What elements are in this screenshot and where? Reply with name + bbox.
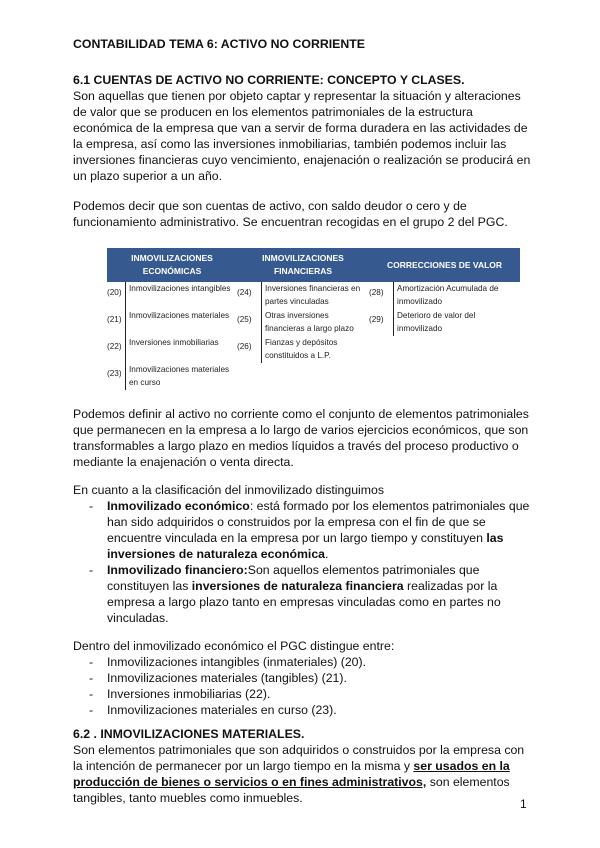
table-row [107, 309, 237, 336]
pgc-list [73, 654, 535, 718]
cell: Inversiones financieras en partes vinculadas [261, 282, 369, 309]
document-body [73, 36, 535, 806]
code: (23) [107, 369, 122, 378]
list-item [73, 562, 535, 626]
economicas-column [107, 282, 237, 390]
header-economicas: INMOVILIZACIONES ECONÓMICAS [131, 253, 213, 276]
cell: Inversiones inmobiliarias [125, 336, 237, 363]
term: Inmovilizado financiero: [107, 563, 248, 577]
section-heading-6-2: 6.2 . INMOVILIZACIONES MATERIALES. [73, 727, 305, 741]
table-row [107, 282, 237, 309]
table-row [107, 363, 237, 390]
table-row [237, 309, 369, 336]
page-number: 1 [520, 797, 527, 811]
emphasis: ser usados en la producción de bienes o servicios o en fines administrativos, [73, 759, 510, 789]
list-item [73, 498, 535, 562]
list-item: - Inmovilizaciones intangibles (inmateriales) (20). [73, 654, 535, 670]
table-header [107, 248, 520, 282]
term: Inmovilizado económico [107, 499, 250, 513]
text: : está formado por los elementos patrimoniales que han sido adquiridos o construidos por la empresa con el fin de que se encuentre vinculada en la empresa por un largo tiempo y constituyen [107, 499, 530, 545]
code: (28) [369, 288, 384, 297]
table-row [107, 336, 237, 363]
code: (20) [107, 288, 122, 297]
classification-list [73, 498, 535, 626]
text: . [325, 547, 329, 561]
cell: Inmovilizaciones materiales en curso [125, 363, 237, 390]
cell: Fianzas y depósitos constituidos a L.P. [261, 336, 369, 363]
document-title: CONTABILIDAD TEMA 6: ACTIVO NO CORRIENTE [73, 37, 365, 51]
paragraph [73, 742, 535, 806]
code: (24) [237, 288, 252, 297]
header-correcciones: CORRECCIONES DE VALOR [386, 259, 503, 270]
cell: Inmovilizaciones intangibles [125, 282, 237, 309]
code: (21) [107, 315, 122, 324]
paragraph: En cuanto a la clasificación del inmovilizado distinguimos [73, 483, 385, 497]
code: (29) [369, 315, 384, 324]
list-item: - Inmovilizaciones materiales (tangibles) (21). [73, 670, 535, 686]
table-row [237, 282, 369, 309]
code: (26) [237, 342, 252, 351]
cell: Otras inversiones financieras a largo plazo [261, 309, 369, 336]
text: Son aquellos elementos patrimoniales que constituyen las [107, 563, 480, 593]
paragraph: Son aquellas que tienen por objeto captar y representar la situación y alteraciones de valor que se producen en los elementos patrimoniales de la estructura económica de la empresa que van a servir de forma duradera en las actividades de la empresa, así como las inversiones inmobiliarias, también podemos incluir las inversiones financieras cuyo vencimiento, enajenación o realización se producirá en un plazo superior a un año. [73, 89, 531, 183]
text: realizadas por la empresa a largo plazo tanto en empresas vinculadas como en partes no vinculadas. [107, 579, 501, 625]
table-body [107, 282, 520, 390]
table-row [369, 282, 520, 309]
financieras-column [237, 282, 369, 363]
paragraph: Dentro del inmovilizado económico el PGC distingue entre: [73, 639, 395, 653]
code: (22) [107, 342, 122, 351]
header-financieras: INMOVILIZACIONES FINANCIERAS [262, 253, 344, 276]
correcciones-column [369, 282, 520, 336]
paragraph: Podemos definir al activo no corriente como el conjunto de elementos patrimoniales que permanecen en la empresa a lo largo de varios ejercicios económicos, que son transformables a largo plazo en medios líquidos a través del proceso productivo o mediante la enajenación o venta directa. [73, 407, 529, 469]
paragraph: Podemos decir que son cuentas de activo, con saldo deudor o cero y de funcionamiento administrativo. Se encuentran recogidas en el grupo 2 del PGC. [73, 199, 508, 229]
list-item: - Inmovilizaciones materiales en curso (23). [73, 702, 535, 718]
emphasis: las inversiones de naturaleza económica [107, 531, 504, 561]
list-item: - Inversiones inmobiliarias (22). [73, 686, 535, 702]
table-row [369, 309, 520, 336]
code: (25) [237, 315, 252, 324]
accounts-table [107, 248, 520, 390]
cell: Deterioro de valor del inmovilizado [393, 309, 520, 336]
table-row [237, 336, 369, 363]
emphasis: inversiones de naturaleza financiera [191, 579, 404, 593]
cell: Amortización Acumulada de inmovilizado [393, 282, 520, 309]
text: son elementos tangibles, tanto muebles como inmuebles. [73, 775, 510, 805]
cell: Inmovilizaciones materiales [125, 309, 237, 336]
section-heading-6-1: 6.1 CUENTAS DE ACTIVO NO CORRIENTE: CONCEPTO Y CLASES. [73, 73, 465, 87]
text: Son elementos patrimoniales que son adquiridos o construidos por la empresa con la intención de permanecer por un largo tiempo en la misma y [73, 743, 525, 773]
